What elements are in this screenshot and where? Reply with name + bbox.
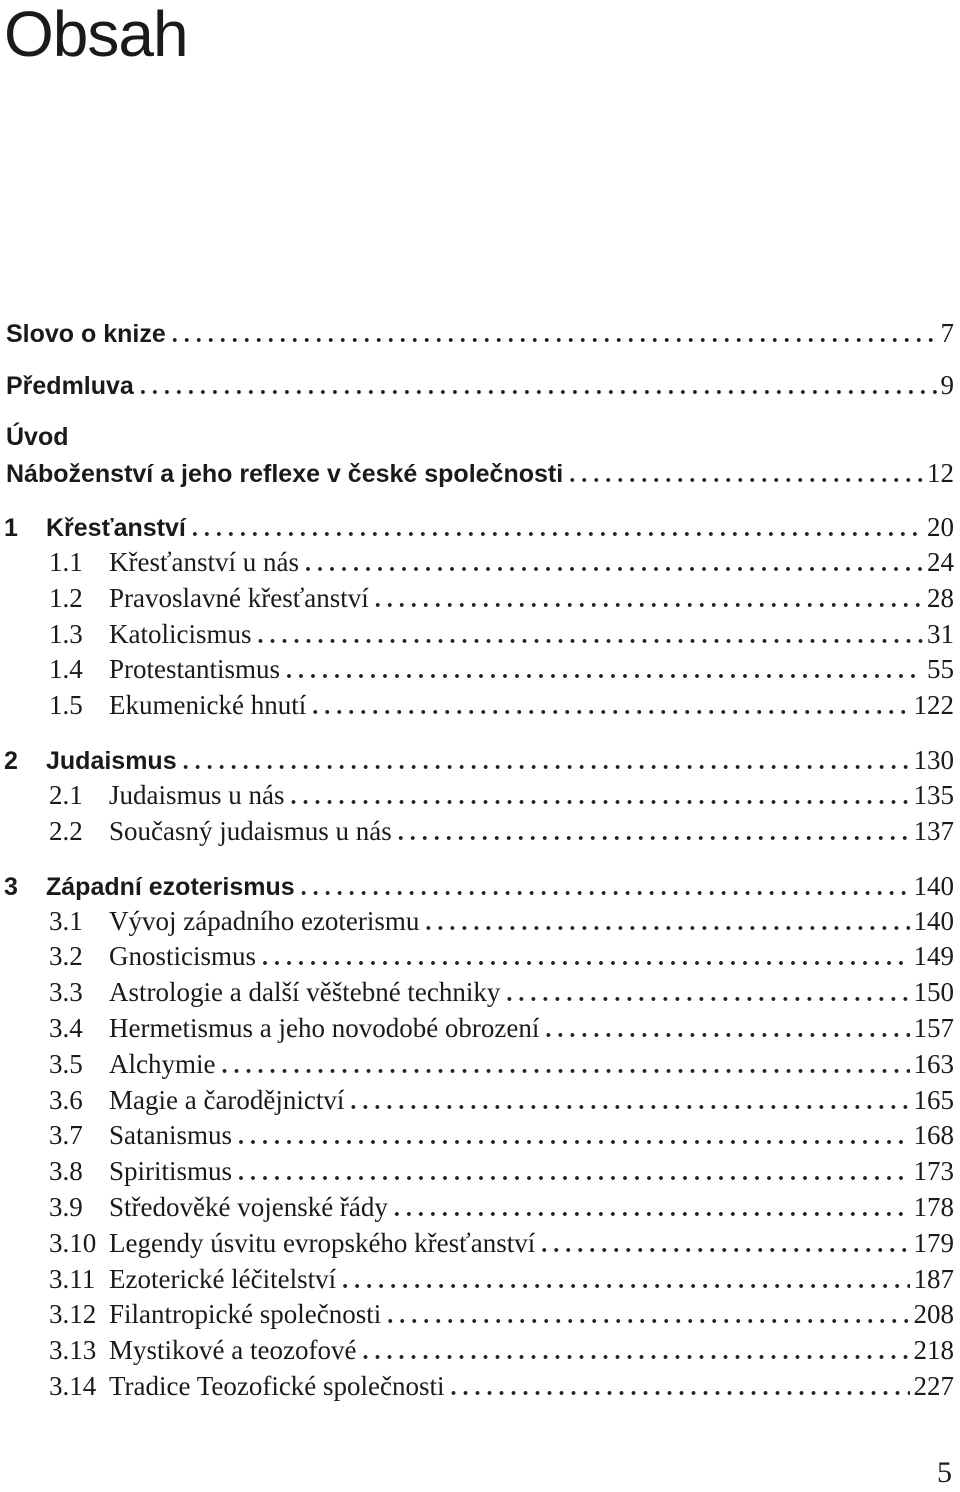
toc-entry-number: 1.1 (49, 547, 83, 577)
toc-page-number: 179 (913, 1227, 954, 1258)
toc-section-entry[interactable] (0, 1011, 960, 1047)
dot-leader (387, 1299, 909, 1333)
toc-page-number: 218 (913, 1335, 954, 1366)
toc-section-entry[interactable] (0, 1118, 960, 1154)
toc-entry-number: 1.2 (49, 582, 83, 613)
toc-entry-number: 3.2 (49, 941, 83, 972)
toc-section-entry[interactable] (0, 581, 960, 617)
dot-leader (262, 941, 909, 975)
toc-entry-foreword[interactable] (0, 315, 960, 351)
toc-page-number: 9 (940, 370, 954, 400)
toc-entry-title: Alchymie (109, 1048, 216, 1079)
dot-leader (291, 780, 910, 814)
toc-entry-number: 2 (4, 746, 18, 775)
toc-section-entry[interactable] (0, 1083, 960, 1119)
dot-leader (398, 816, 910, 850)
toc-section-entry[interactable] (0, 545, 960, 581)
toc-entry-number: 3.10 (49, 1227, 97, 1258)
toc-entry-title: Slovo o knize (6, 320, 166, 348)
toc-section-entry[interactable] (0, 1297, 960, 1333)
dot-leader (506, 977, 909, 1011)
toc-entry-title: Satanismus (109, 1120, 233, 1151)
dot-leader (238, 1120, 909, 1154)
toc-entry-number: 3.14 (49, 1370, 97, 1401)
toc-section-entry[interactable] (0, 1190, 960, 1226)
toc-page-number: 178 (913, 1191, 954, 1222)
dot-leader (342, 1264, 909, 1298)
toc-entry-title: Hermetismus a jeho novodobé obrození (109, 1012, 540, 1043)
toc-entry-title: Křesťanství u nás (109, 547, 300, 577)
toc-section-entry[interactable] (0, 1369, 960, 1405)
toc-entry-preface[interactable] (0, 367, 960, 403)
page-number: 5 (937, 1456, 952, 1489)
dot-leader (221, 1049, 909, 1083)
dot-leader (362, 1335, 909, 1369)
toc-page-number: 55 (927, 654, 954, 685)
toc-page-number: 12 (927, 458, 954, 488)
dot-leader (569, 457, 923, 491)
toc-page-number: 208 (913, 1299, 954, 1330)
toc-entry-number: 3.6 (49, 1084, 83, 1115)
toc-page-number: 173 (913, 1156, 954, 1187)
dot-leader (172, 317, 937, 351)
toc-entry-title: Protestantismus (109, 654, 281, 685)
toc-page-number: 137 (913, 815, 954, 846)
toc-entry-number: 1.4 (49, 654, 83, 685)
dot-leader (305, 547, 923, 581)
toc-page-number: 140 (913, 870, 954, 901)
toc-entry-number: 3.12 (49, 1299, 97, 1330)
dot-leader (541, 1228, 909, 1262)
toc-chapter-entry[interactable] (0, 742, 960, 778)
dot-leader (394, 1192, 910, 1226)
toc-entry-title: Křesťanství (46, 514, 186, 542)
toc-entry-number: 3.5 (49, 1048, 83, 1079)
page-title: Obsah (4, 0, 188, 70)
toc-section-entry[interactable] (0, 975, 960, 1011)
toc-page-number: 122 (913, 690, 954, 721)
toc-entry-number: 2.1 (49, 779, 83, 810)
toc-section-entry[interactable] (0, 1333, 960, 1369)
dot-leader (286, 654, 923, 688)
toc-entry-title: Náboženství a jeho reflexe v české společnosti (6, 460, 564, 488)
toc-entry-number: 3.13 (49, 1335, 97, 1366)
toc-entry-title: Tradice Teozofické společnosti (109, 1370, 445, 1401)
toc-entry-number: 3.4 (49, 1012, 83, 1043)
toc-entry-title: Ezoterické léčitelství (109, 1263, 337, 1294)
toc-page-number: 20 (927, 512, 954, 542)
toc-page-number: 227 (913, 1370, 954, 1401)
toc-page-number: 28 (927, 582, 954, 613)
toc-entry-title: Katolicismus (109, 618, 252, 649)
toc-entry-number: 1 (4, 514, 18, 542)
toc-chapter-entry[interactable] (0, 868, 960, 904)
dot-leader (238, 1156, 909, 1190)
table-of-contents (0, 315, 960, 1405)
toc-section-entry[interactable] (0, 1154, 960, 1190)
toc-page-number: 163 (913, 1048, 954, 1079)
toc-entry-number: 1.3 (49, 618, 83, 649)
toc-entry-title: Současný judaismus u nás (109, 815, 392, 846)
dot-leader (451, 1371, 910, 1405)
toc-page-number: 168 (913, 1120, 954, 1151)
toc-page-number: 135 (913, 779, 954, 810)
toc-entry-title: Západní ezoterismus (46, 872, 295, 901)
dot-leader (425, 906, 909, 940)
toc-entry-title: Judaismus (46, 746, 177, 775)
toc-section-entry[interactable] (0, 1226, 960, 1262)
toc-entry-title: Judaismus u nás (109, 779, 285, 810)
toc-page-number: 7 (940, 318, 954, 348)
toc-page-number: 150 (913, 977, 954, 1008)
toc-page-number: 187 (913, 1263, 954, 1294)
toc-chapters (0, 491, 960, 1405)
toc-section-entry[interactable] (0, 652, 960, 688)
dot-leader (192, 511, 923, 545)
toc-entry-title: Gnosticismus (109, 941, 257, 972)
toc-page-number: 149 (913, 941, 954, 972)
toc-entry-title: Mystikové a teozofové (109, 1335, 357, 1366)
toc-entry-number: 3.8 (49, 1156, 83, 1187)
toc-entry-title: Pravoslavné křesťanství (109, 582, 369, 613)
toc-section-entry[interactable] (0, 1262, 960, 1298)
toc-entry-number: 3.3 (49, 977, 83, 1008)
dot-leader (183, 744, 910, 778)
toc-entry-title: Legendy úsvitu evropského křesťanství (109, 1227, 536, 1258)
dot-leader (312, 690, 909, 724)
toc-entry-number: 2.2 (49, 815, 83, 846)
toc-section-entry[interactable] (0, 814, 960, 850)
toc-entry-title: Spiritismus (109, 1156, 233, 1187)
dot-leader (140, 369, 937, 403)
toc-entry-title: Filantropické společnosti (109, 1299, 382, 1330)
toc-entry-title: Ekumenické hnutí (109, 690, 307, 721)
toc-entry-intro[interactable] (0, 455, 960, 491)
dot-leader (375, 583, 923, 617)
dot-leader (545, 1013, 909, 1047)
toc-entry-title: Astrologie a další věštebné techniky (109, 977, 501, 1008)
toc-page-number: 31 (927, 618, 954, 649)
toc-page-number: 140 (913, 905, 954, 936)
dot-leader (258, 619, 924, 653)
toc-entry-number: 3.11 (49, 1263, 96, 1294)
toc-intro-heading: Úvod (6, 423, 69, 451)
toc-page-number: 165 (913, 1084, 954, 1115)
toc-entry-title: Předmluva (6, 372, 134, 400)
toc-entry-title: Středověké vojenské řády (109, 1191, 388, 1222)
toc-page-number: 130 (913, 744, 954, 775)
toc-entry-number: 3 (4, 872, 18, 901)
dot-leader (301, 870, 910, 904)
toc-section-entry[interactable] (0, 904, 960, 940)
toc-section-entry[interactable] (0, 939, 960, 975)
toc-entry-title: Magie a čarodějnictví (109, 1084, 345, 1115)
toc-page-number: 157 (913, 1012, 954, 1043)
dot-leader (350, 1085, 909, 1119)
toc-entry-number: 3.9 (49, 1191, 83, 1222)
toc-section-entry[interactable] (0, 778, 960, 814)
toc-section-entry[interactable] (0, 1047, 960, 1083)
toc-entry-number: 1.5 (49, 690, 83, 721)
toc-chapter-entry[interactable] (0, 509, 960, 545)
toc-entry-number: 3.7 (49, 1120, 83, 1151)
toc-page-number: 24 (927, 547, 954, 577)
toc-section-entry[interactable] (0, 617, 960, 653)
toc-entry-number: 3.1 (49, 905, 83, 936)
toc-section-entry[interactable] (0, 688, 960, 724)
toc-entry-title: Vývoj západního ezoterismu (109, 905, 420, 936)
